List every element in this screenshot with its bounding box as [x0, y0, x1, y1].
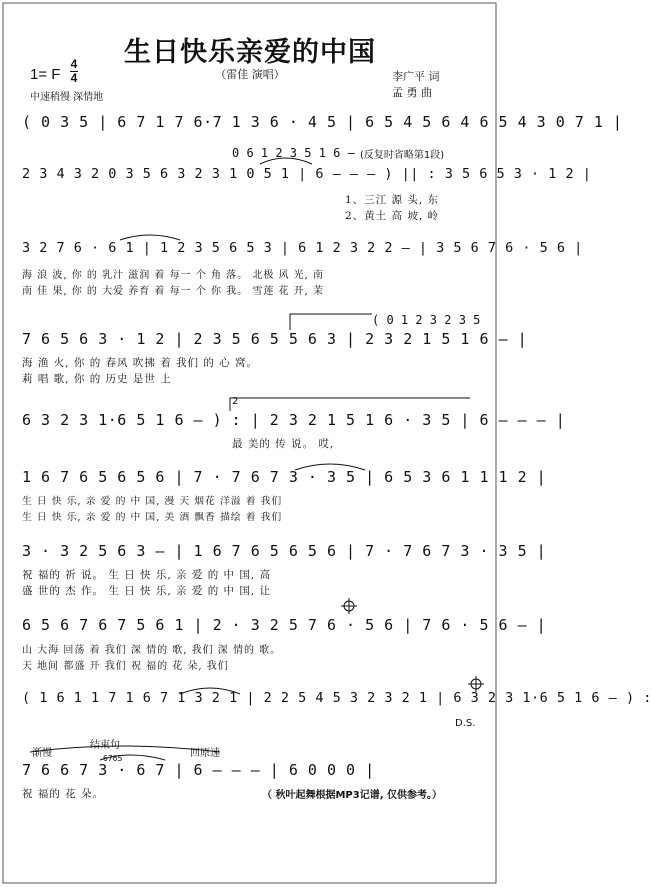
row-8-lyric-1: 山 大海 回荡 着 我们 深 情的 歌, 我们 深 情的 歌。	[22, 645, 282, 656]
meter-bottom: 4	[70, 71, 78, 85]
score-row-5: 6 3 2 3 1·6 5 1 6 – ) : | 2 3 2 1 5 1 6 · 3 5 | 6 – – – |	[22, 411, 566, 429]
row-6-lyric-2: 生 日 快 乐, 亲 爱 的 中 国, 美 酒 飘香 描绘 着 我们	[22, 512, 283, 523]
slur-row9	[180, 688, 240, 694]
song-title: 生日快乐亲爱的中国	[124, 37, 376, 68]
score-row-4-upper: ( 0 1 2 3 2 3 5	[372, 313, 481, 327]
row-4-lyric-2: 莉 唱 歌, 你 的 历史 是世 上	[22, 373, 172, 385]
score-row-3: 3 2 7 6 · 6 1 | 1 2 3 5 6 5 3 | 6 1 2 3 2 2 – | 3 5 6 7 6 · 5 6 |	[22, 240, 583, 256]
score-row-6: 1 6 7 6 5 6 5 6 | 7 · 7 6 7 3 · 3 5 | 6 5 3 6 1 1 1 2 |	[22, 468, 547, 486]
volta-2-label: 2	[232, 396, 239, 407]
coda-ending-label: 结束句	[90, 740, 120, 751]
coda-sign-1	[341, 598, 357, 614]
page-border	[3, 3, 496, 883]
score-row-7: 3 · 3 2 5 6 3 – | 1 6 7 6 5 6 5 6 | 7 · 7 6 7 3 · 3 5 |	[22, 542, 547, 560]
slur-row6	[295, 464, 365, 470]
row-5-lyric: 最 美的 传 说。 哎,	[232, 438, 335, 450]
performer-subtitle: （雷佳 演唱）	[215, 68, 285, 81]
coda-sign-2	[468, 676, 484, 692]
row-8-lyric-2: 天 地间 都盛 开 我们 祝 福的 花 朵, 我们	[22, 661, 229, 672]
row-2-lyric-1: 1、三江 源 头, 东	[345, 194, 440, 206]
row-3-lyric-1: 海 浪 波, 你 的 乳汁 滋润 着 每一 个 角 落。 北极 风 光, 南	[22, 270, 325, 281]
lyricist-credit: 李广平 词	[392, 70, 440, 83]
score-row-2-upper: 0 6 1 2 3 5 1 6 –	[232, 146, 355, 160]
row-6-lyric-1: 生 日 快 乐, 亲 爱 的 中 国, 漫 天 烟花 洋溢 着 我们	[22, 496, 283, 507]
ds-marking: D.S.	[455, 718, 476, 729]
tempo-marking: 中速稍慢 深情地	[30, 92, 104, 103]
score-row-4: 7 6 5 6 3 · 1 2 | 2 3 5 6 5 5 6 3 | 2 3 2 1 5 1 6 – |	[22, 330, 528, 348]
slur-row2	[260, 158, 312, 164]
slur-row10	[100, 755, 165, 760]
volta-2-bracket	[230, 398, 470, 411]
row-10-lyric: 祝 福的 花 朵。	[22, 788, 105, 800]
row-3-lyric-2: 南 佳 果, 你 的 大爱 养育 着 每一 个 你 我。 雪莲 花 开, 茉	[22, 286, 325, 297]
score-row-8: 6 5 6 7 6 7 5 6 1 | 2 · 3 2 5 7 6 · 5 6 | 7 6 · 5 6 – |	[22, 616, 547, 634]
ritardando-label: 渐慢	[32, 748, 52, 759]
row-7-lyric-1: 祝 福的 祈 说。 生 日 快 乐, 亲 爱 的 中 国, 高	[22, 569, 272, 581]
segno-note: (反复时省略第1段)	[360, 150, 445, 161]
phrase-row10	[30, 746, 220, 752]
key-signature: 1= F	[30, 66, 61, 83]
row-2-lyric-2: 2、黄土 高 坡, 岭	[345, 210, 440, 222]
score-row-2: 2 3 4 3 2 0 3 5 6 3 2 3 1 0 5 1 | 6 – – – ) || : 3 5 6 5 3 · 1 2 |	[22, 166, 592, 182]
slur-row3	[120, 235, 180, 240]
row-4-lyric-1: 海 渔 火, 你 的 春风 吹拂 着 我们 的 心 窝。	[22, 357, 259, 369]
meter-top: 4	[70, 57, 78, 71]
composer-credit: 孟 勇 曲	[392, 86, 432, 99]
volta-1-bracket	[290, 314, 372, 330]
transcription-note: （ 秋叶起舞根据MP3记谱, 仅供参考。）	[262, 790, 442, 801]
score-row-1: ( 0 3 5 | 6 7 1 7 6·7 1 3 6 · 4 5 | 6 5 4 5 6 4 6 5 4 3 0 7 1 |	[22, 113, 623, 131]
row-7-lyric-2: 盛 世的 杰 作。 生 日 快 乐, 亲 爱 的 中 国, 让	[22, 585, 272, 597]
score-row-9: ( 1 6 1 1 7 1 6 7 1 3 2 1 | 2 2 5 4 5 3 2 3 2 1 | 6 3 2 3 1·6 5 1 6 – ) :	[22, 690, 652, 706]
a-tempo-label: 回原速	[190, 748, 220, 759]
grace-notes: 6765	[103, 754, 123, 763]
score-row-10: 7 6 6 7 3 · 6 7 | 6 – – – | 6 0 0 0 |	[22, 761, 375, 779]
